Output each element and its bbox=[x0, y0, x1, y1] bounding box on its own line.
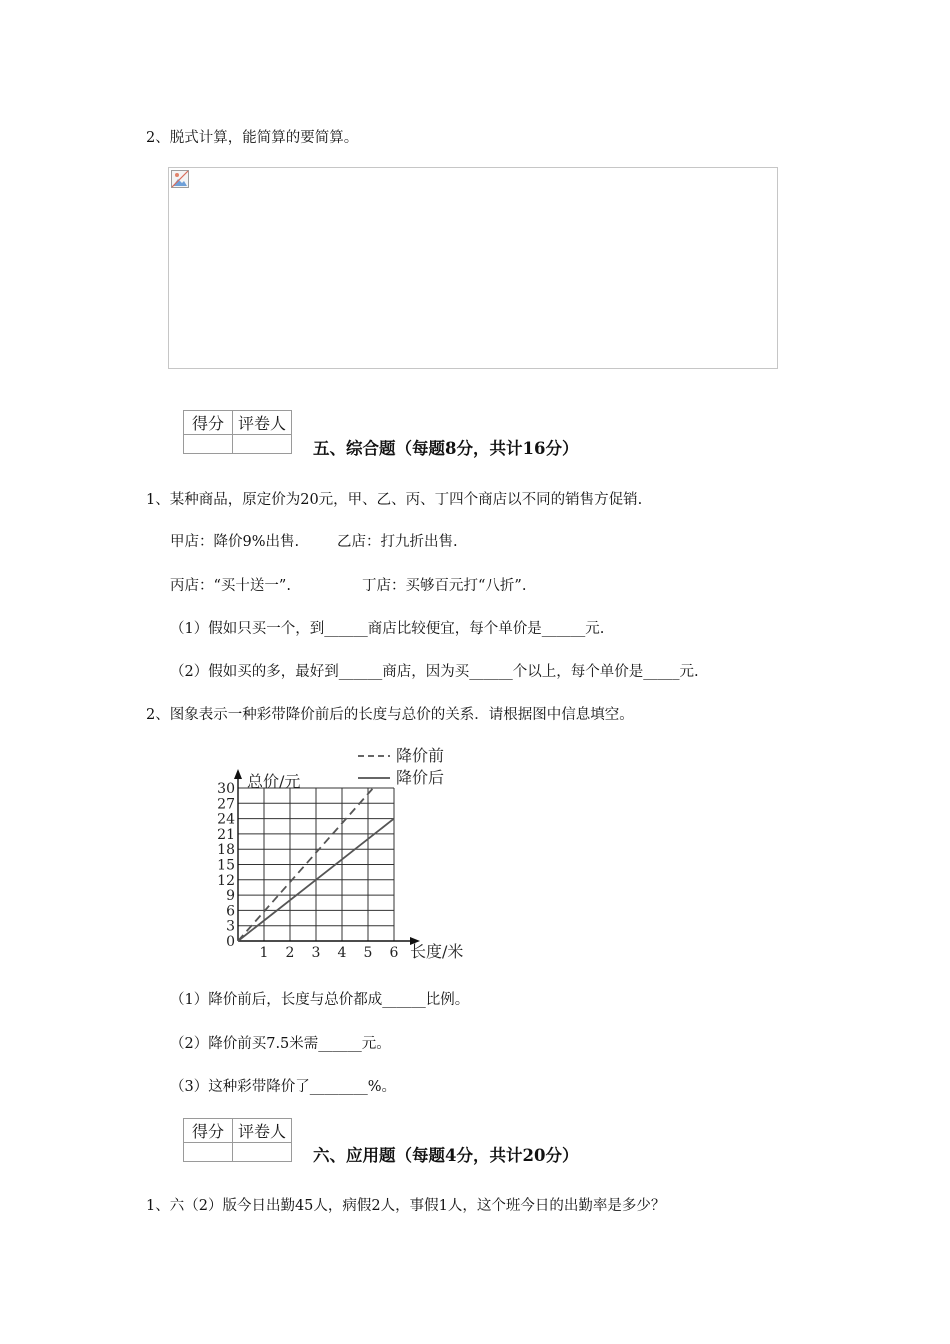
score-label: 得分 bbox=[184, 411, 233, 435]
question-2-calc: 2、脱式计算，能简算的要简算。 bbox=[146, 130, 359, 146]
y-tick-label: 30 bbox=[217, 781, 235, 797]
s5-q1-sub2: （2）假如买的多，最好到______商店，因为买______个以上，每个单价是_____元. bbox=[170, 664, 699, 680]
chart-axes bbox=[234, 769, 420, 945]
x-tick-label: 2 bbox=[285, 945, 295, 961]
x-tick-label: 4 bbox=[337, 945, 347, 961]
section-6-title: 六、应用题（每题4分，共计20分） bbox=[313, 1146, 579, 1165]
y-tick-label: 12 bbox=[217, 872, 235, 889]
x-tick-label: 3 bbox=[311, 945, 321, 961]
y-tick-label: 15 bbox=[217, 857, 235, 874]
s5-q2-sub2: （2）降价前买7.5米需______元。 bbox=[170, 1036, 391, 1052]
broken-image-icon bbox=[171, 170, 189, 188]
image-placeholder bbox=[168, 167, 778, 369]
y-tick-label: 18 bbox=[217, 842, 235, 859]
y-tick-label: 0 bbox=[226, 934, 235, 950]
y-tick-label: 21 bbox=[217, 826, 235, 843]
score-table-1 bbox=[183, 410, 292, 454]
shop-a-text: 甲店：降价9%出售. bbox=[170, 534, 300, 550]
x-tick-label: 5 bbox=[363, 945, 373, 961]
legend-label-1: 降价前 bbox=[396, 746, 445, 765]
grader-label: 评卷人 bbox=[233, 411, 292, 435]
shop-b-text: 乙店：打九折出售. bbox=[337, 534, 458, 550]
y-tick-label: 24 bbox=[217, 811, 235, 828]
y-tick-label: 27 bbox=[217, 796, 235, 813]
chart-ticks bbox=[217, 781, 398, 961]
score-cell bbox=[184, 435, 233, 454]
y-tick-label: 9 bbox=[226, 888, 235, 905]
score-label: 得分 bbox=[184, 1119, 233, 1143]
x-tick-label: 1 bbox=[259, 945, 269, 961]
grader-cell bbox=[233, 1143, 292, 1162]
shop-d-text: 丁店：买够百元打“八折”. bbox=[362, 578, 527, 594]
y-axis-arrow bbox=[234, 769, 242, 779]
s5-question-1: 1、某种商品，原定价为20元，甲、乙、丙、丁四个商店以不同的销售方促销. bbox=[146, 492, 643, 508]
price-length-chart bbox=[210, 745, 490, 970]
score-cell bbox=[184, 1143, 233, 1162]
chart-grid bbox=[238, 788, 394, 941]
s5-q2-sub1: （1）降价前后，长度与总价都成______比例。 bbox=[170, 992, 470, 1008]
x-tick-label: 6 bbox=[389, 945, 399, 961]
y-tick-label: 3 bbox=[226, 918, 235, 935]
grader-cell bbox=[233, 435, 292, 454]
y-axis-label: 总价/元 bbox=[247, 772, 301, 791]
shop-c-text: 丙店：“买十送一”. bbox=[170, 578, 291, 594]
grader-label: 评卷人 bbox=[233, 1119, 292, 1143]
x-axis-label: 长度/米 bbox=[410, 942, 464, 961]
s5-q2-sub3: （3）这种彩带降价了________%。 bbox=[170, 1079, 397, 1095]
chart-legend bbox=[358, 746, 444, 787]
s5-q1-sub1: （1）假如只买一个，到______商店比较便宜，每个单价是______元. bbox=[170, 621, 605, 637]
section-5-title: 五、综合题（每题8分，共计16分） bbox=[313, 439, 579, 458]
s5-question-2: 2、图象表示一种彩带降价前后的长度与总价的关系．请根据图中信息填空。 bbox=[146, 707, 634, 723]
legend-label-2: 降价后 bbox=[396, 768, 445, 787]
s6-question-1: 1、六（2）版今日出勤45人，病假2人，事假1人，这个班今日的出勤率是多少？ bbox=[146, 1198, 666, 1214]
y-tick-label: 6 bbox=[226, 903, 235, 920]
score-table-2 bbox=[183, 1118, 292, 1162]
